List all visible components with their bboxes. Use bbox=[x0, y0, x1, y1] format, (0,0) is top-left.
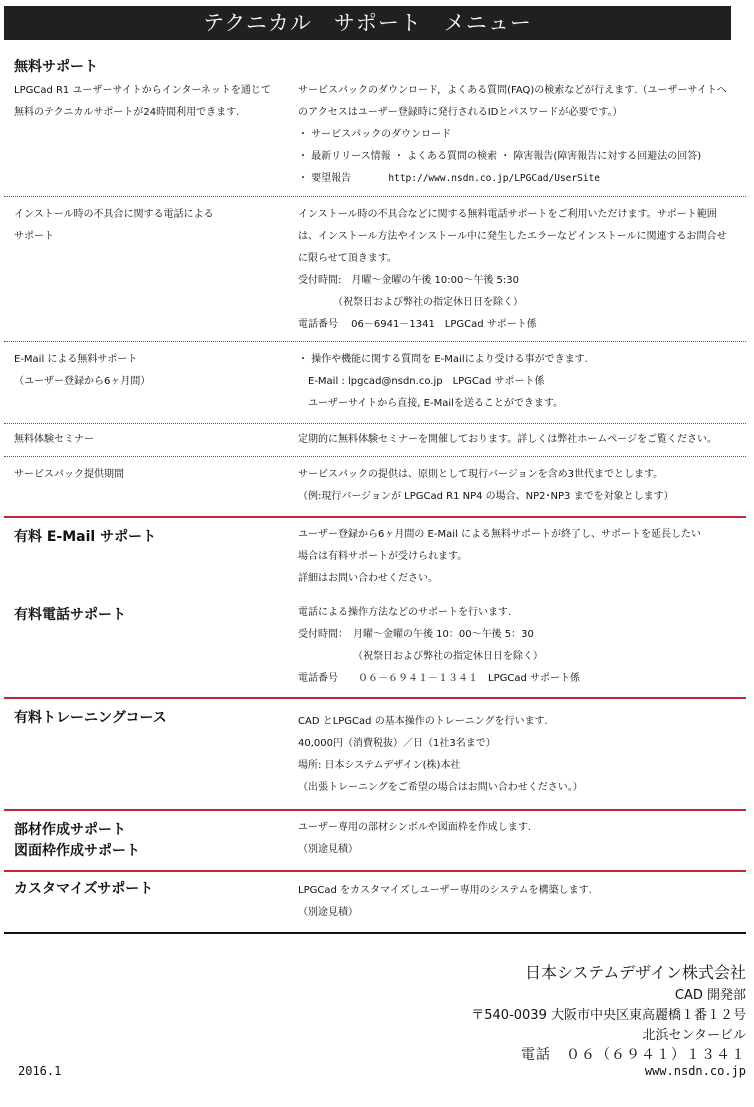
parts-heading: 部材作成サポート bbox=[14, 822, 126, 838]
servicepack-label: サービスパック提供期間 bbox=[14, 469, 124, 480]
install-support-phone: 電話番号 06－6941－1341 LPGCad サポート係 bbox=[298, 319, 537, 330]
footer-divider bbox=[4, 932, 746, 934]
company-phone: 電話 ０６（６９４１）１３４１ bbox=[521, 1047, 746, 1063]
free-support-desc-2: 無料のテクニカルサポートが24時間利用できます. bbox=[14, 107, 240, 118]
training-location: 場所: 日本システムデザイン(株)本社 bbox=[298, 760, 461, 771]
training-detail-1: CAD とLPGCad の基本操作のトレーニングを行います. bbox=[298, 716, 548, 727]
company-name: 日本システムデザイン株式会社 bbox=[525, 963, 746, 982]
free-support-detail-4: ・ 最新リリース情報 ・ よくある質問の検索 ・ 障害報告(障害報告に対する回避法の回答) bbox=[298, 151, 702, 162]
custom-detail-2: （別途見積） bbox=[298, 907, 358, 918]
install-support-holidays: （祝祭日および弊社の指定休日日を除く） bbox=[298, 297, 523, 308]
training-price: 40,000円（消費税抜）／日（1社3名まで） bbox=[298, 738, 496, 749]
free-support-detail-3: ・ サービスパックのダウンロード bbox=[298, 129, 452, 140]
email-free-label-2: （ユーザー登録から6ヶ月間） bbox=[14, 376, 151, 387]
email-free-label-1: E-Mail による無料サポート bbox=[14, 354, 138, 365]
company-address: 〒540-0039 大阪市中央区東高麗橋１番１２号 bbox=[471, 1008, 746, 1023]
paid-phone-heading: 有料電話サポート bbox=[14, 607, 126, 623]
paid-phone-holidays: （祝祭日および弊社の指定休日日を除く） bbox=[298, 651, 543, 662]
user-site-link[interactable]: http://www.nsdn.co.jp/LPGCad/UserSite bbox=[388, 173, 600, 184]
issue-date: 2016.1 bbox=[18, 1064, 62, 1078]
free-support-detail-1: サービスパックのダウンロード，よくある質問(FAQ)の検索などが行えます.（ユーザーサイトへ bbox=[298, 85, 727, 96]
free-support-desc-1: LPGCad R1 ユーザーサイトからインターネットを通じて bbox=[14, 85, 271, 96]
section-divider bbox=[4, 870, 746, 872]
training-note: （出張トレーニングをご希望の場合はお問い合わせください。） bbox=[298, 782, 583, 793]
frame-heading: 図面枠作成サポート bbox=[14, 843, 140, 859]
servicepack-detail-1: サービスパックの提供は、原則として現行バージョンを含め3世代までとします。 bbox=[298, 469, 664, 480]
install-support-detail-2: は、インストール方法やインストール中に発生したエラーなどインストールに関連するお問合せ bbox=[298, 231, 727, 242]
request-label: ・ 要望報告 bbox=[298, 173, 352, 184]
company-building: 北浜センタービル bbox=[642, 1028, 746, 1043]
paid-phone-hours: 受付時間： 月曜～金曜の午後 10：00～午後 5：30 bbox=[298, 629, 534, 640]
email-free-detail-2: E-Mail : lpgcad@nsdn.co.jp LPGCad サポート係 bbox=[298, 376, 545, 387]
divider bbox=[4, 423, 746, 424]
email-free-detail-1: ・ 操作や機能に関する質問を E-Mailにより受ける事ができます. bbox=[298, 354, 588, 365]
free-support-heading: 無料サポート bbox=[14, 59, 98, 75]
paid-phone-number: 電話番号 ０６－６９４１－１３４１ LPGCad サポート係 bbox=[298, 673, 580, 684]
install-support-detail-1: インストール時の不具合などに関する無料電話サポートをご利用いただけます。サポート範囲 bbox=[298, 209, 717, 220]
custom-detail-1: LPGCad をカスタマイズしユーザー専用のシステムを構築します. bbox=[298, 885, 592, 896]
company-dept: CAD 開発部 bbox=[674, 988, 746, 1003]
email-free-detail-3: ユーザーサイトから直接, E-Mailを送ることができます。 bbox=[298, 398, 564, 409]
seminar-label: 無料体験セミナー bbox=[14, 434, 94, 445]
divider bbox=[4, 456, 746, 457]
install-support-label-2: サポート bbox=[14, 231, 54, 242]
paid-email-detail-1: ユーザー登録から6ヶ月間の E-Mail による無料サポートが終了し、サポートを延長したい bbox=[298, 529, 701, 540]
free-support-detail-2: のアクセスはユーザー登録時に発行されるIDとパスワードが必要です。） bbox=[298, 107, 623, 118]
section-divider bbox=[4, 516, 746, 518]
install-support-hours: 受付時間: 月曜～金曜の午後 10:00～午後 5:30 bbox=[298, 275, 520, 286]
paid-email-detail-3: 詳細はお問い合わせください。 bbox=[298, 573, 438, 584]
parts-detail-2: （別途見積） bbox=[298, 844, 358, 855]
divider bbox=[4, 341, 746, 342]
company-url[interactable]: www.nsdn.co.jp bbox=[644, 1064, 746, 1078]
paid-email-detail-2: 場合は有料サポートが受けられます。 bbox=[298, 551, 468, 562]
paid-email-heading: 有料 E-Mail サポート bbox=[14, 529, 157, 545]
paid-phone-detail-1: 電話による操作方法などのサポートを行います. bbox=[298, 607, 512, 618]
section-divider bbox=[4, 697, 746, 699]
seminar-detail: 定期的に無料体験セミナーを開催しております。詳しくは弊社ホームページをご覧ください。 bbox=[298, 434, 717, 445]
free-support-request bbox=[298, 168, 600, 190]
page-title: テクニカル サポート メニュー bbox=[4, 6, 731, 40]
divider bbox=[4, 196, 746, 197]
parts-detail-1: ユーザー専用の部材シンボルや図面枠を作成します. bbox=[298, 822, 531, 833]
install-support-label-1: インストール時の不具合に関する電話による bbox=[14, 209, 214, 220]
section-divider bbox=[4, 809, 746, 811]
custom-heading: カスタマイズサポート bbox=[14, 881, 154, 897]
servicepack-detail-2: （例:現行バージョンが LPGCad R1 NP4 の場合、NP2･NP3 までを対象とします） bbox=[298, 491, 674, 502]
install-support-detail-3: に限らせて頂きます。 bbox=[298, 253, 397, 264]
training-heading: 有料トレーニングコース bbox=[14, 710, 167, 726]
